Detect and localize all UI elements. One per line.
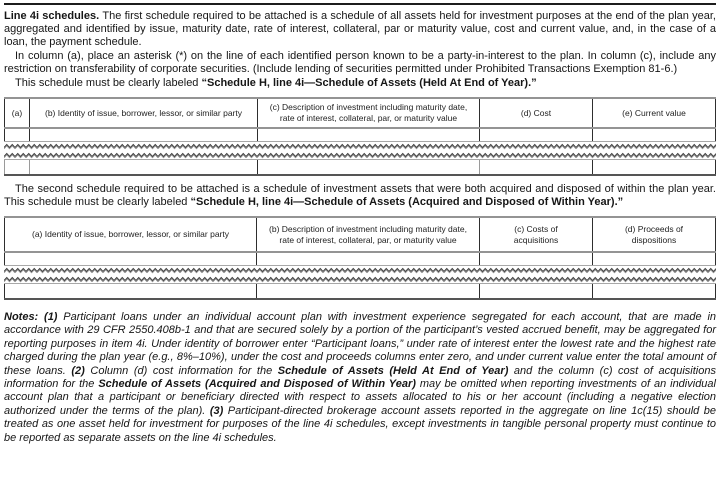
held-col-e-header: (e) Current value: [593, 99, 716, 127]
wavy-tear-line: [4, 266, 716, 284]
second-schedule-paragraph: The second schedule required to be attached is a schedule of investment assets that were both acquired and disposed of within the plan year. This schedule must be clearly labeled “Schedule H, line 4i—Schedule of Assets (Acquired and Disposed of Within Year).”: [4, 183, 716, 208]
held-col-d-header: (d) Cost: [480, 99, 593, 127]
acquired-col-c-header: (c) Costs of acquisitions: [480, 218, 593, 251]
top-rule: [4, 3, 716, 5]
assets-acquired-empty-row-2: [4, 284, 716, 298]
line-4i-schedules-paragraph: Line 4i schedules. The first schedule required to be attached is a schedule of all assets held for investment purposes at the end of the plan year, aggregated and identified by issue, maturity date, rate of interest, collateral, par or maturity value, cost and current value, and, in the case of a loan, the payment schedule.: [4, 10, 716, 48]
assets-acquired-table-header-row: [4, 218, 716, 253]
notes-paragraph: Notes: (1) Participant loans under an individual account plan with investment experience segregated for each account, that are made in accordance with 29 CFR 2550.408b-1 and that are secured solely by a portion of the participant’s vested accrued benefit, may be aggregated for reporting purposes in item 4i. Under identity of borrower enter “Participant loans,” under rate of interest enter the lowest rate and the highest rate charged during the plan year (e.g., 8%–10%), under the cost and proceeds columns enter zero, and under current value enter the total amount of these loans. (2) Column (d) cost information for the Schedule of Assets (Held At End of Year) and the column (c) cost of acquisitions information for the Schedule of Assets (Acquired and Disposed of Within Year) may be omitted when reporting investments of an individual account plan that a participant or beneficiary directed with respect to assets allocated to his or her account (including a negative election authorized under the terms of the plan). (3) Participant-directed brokerage account assets reported in the aggregate on line 1c(15) should be treated as one asset held for investment for purposes of the line 4i schedules, except investments in tangible personal property must continue to be reported as separate assets on the line 4i schedules.: [4, 311, 717, 444]
wavy-tear-line: [4, 142, 716, 160]
held-col-b-header: (b) Identity of issue, borrower, lessor, or similar party: [30, 99, 258, 127]
held-col-c-header: (c) Description of investment including maturity date, rate of interest, collateral, par, or maturity value: [258, 99, 480, 127]
assets-held-table: [4, 97, 716, 176]
held-schedule-label-paragraph: This schedule must be clearly labeled “Schedule H, line 4i—Schedule of Assets (Held At End of Year).”: [15, 77, 537, 89]
acquired-col-d-header: (d) Proceeds of dispositions: [593, 218, 716, 251]
assets-acquired-empty-row-1: [4, 253, 716, 266]
assets-held-table-header-row: [4, 99, 716, 129]
column-a-instructions-paragraph: In column (a), place an asterisk (*) on the line of each identified person known to be a party-in-interest to the plan. In column (c), include any restriction on transferability of corporate securities. (Include lending of securities permitted under Prohibited Transactions Exemption 81-6.): [4, 50, 716, 75]
assets-acquired-table: [4, 216, 716, 300]
held-col-a-header: (a): [4, 99, 30, 127]
assets-held-empty-row-1: [4, 129, 716, 142]
acquired-col-b-header: (b) Description of investment including maturity date, rate of interest, collateral, par, or maturity value: [257, 218, 480, 251]
acquired-col-a-header: (a) Identity of issue, borrower, lessor, or similar party: [4, 218, 257, 251]
assets-held-empty-row-2: [4, 160, 716, 174]
